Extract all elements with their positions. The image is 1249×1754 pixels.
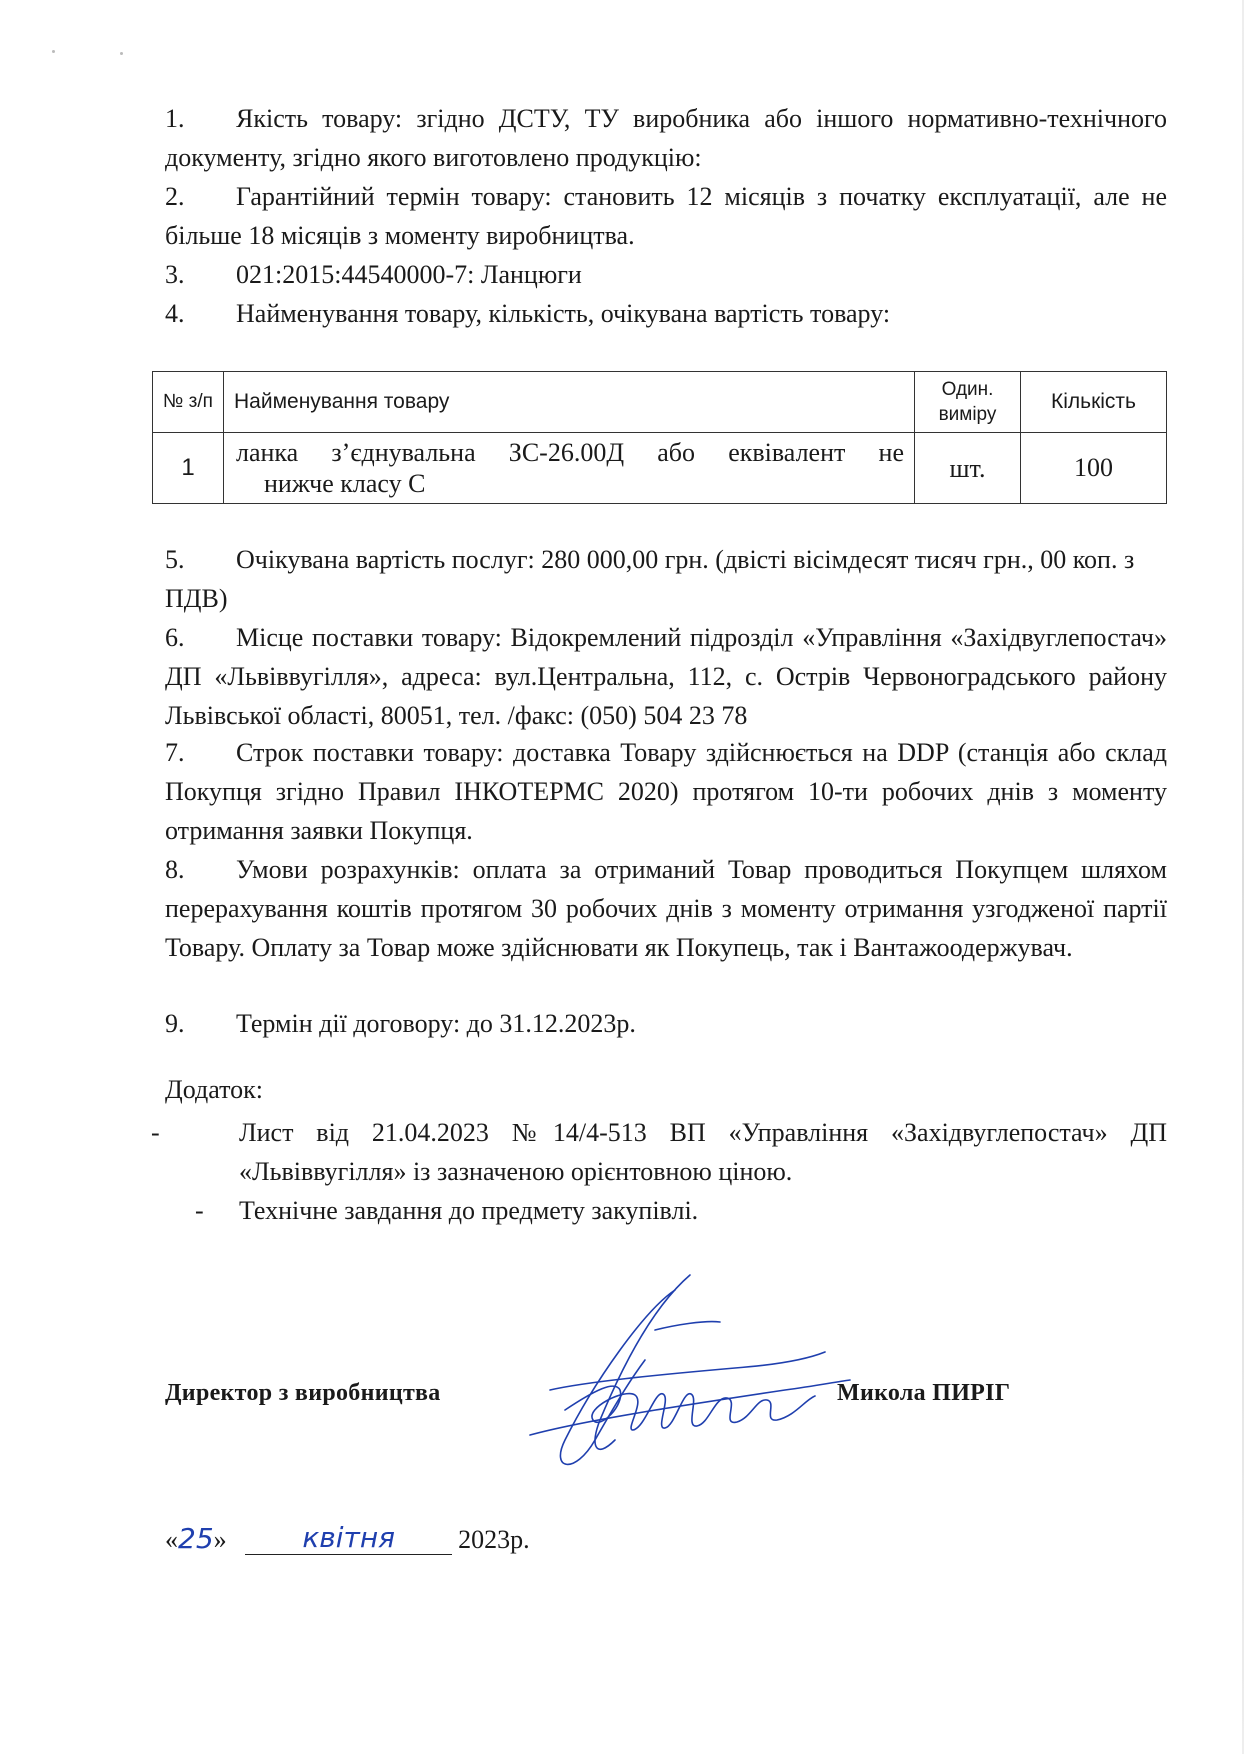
clause-number: 8. (165, 855, 185, 884)
date-month: квітня (302, 1521, 395, 1554)
list-item (151, 1113, 1167, 1191)
clause-7 (165, 733, 1167, 850)
list-item-text: Лист від 21.04.2023 №14/4-513 ВП «Управління «Західвуглепостач» ДП «Львіввугілля» із зазначеною орієнтовною ціною. (239, 1118, 1167, 1186)
header-name: Найменування товару (224, 372, 915, 433)
date-year: 2023р. (458, 1525, 530, 1554)
clause-2 (165, 177, 1167, 255)
row-name (224, 433, 915, 504)
appendix-title: Додаток: (165, 1075, 263, 1104)
clause-1 (165, 99, 1167, 177)
row-quantity: 100 (1021, 433, 1167, 504)
appendix-list (151, 1113, 1167, 1230)
list-item (195, 1191, 1167, 1230)
handwritten-signature (505, 1270, 865, 1485)
clause-number: 7. (165, 738, 185, 767)
signatory-position: Директор з виробництва (165, 1380, 441, 1406)
scan-speck (120, 52, 123, 55)
date-day: 25 (178, 1522, 214, 1555)
signatory-name: Микола ПИРІГ (837, 1380, 1011, 1406)
list-item-text: Технічне завдання до предмету закупівлі. (239, 1196, 699, 1225)
clause-number: 5. (165, 545, 185, 574)
clause-text: Гарантійний термін товару: становить 12 місяців з початку експлуатації, але не більше 18 місяців з моменту виробництва. (165, 182, 1167, 250)
clause-6 (165, 618, 1167, 735)
clause-number: 6. (165, 623, 185, 652)
bullet-dash: - (195, 1196, 204, 1225)
clause-5 (165, 540, 1167, 618)
clause-text: Якість товару: згідно ДСТУ, ТУ виробника або іншого нормативно-технічного документу, згідно якого виготовлено продукцію: (165, 104, 1167, 172)
clause-text: Найменування товару, кількість, очікувана вартість товару: (236, 299, 891, 328)
clause-9 (165, 1004, 1167, 1043)
table-header-row (153, 372, 1167, 433)
scan-speck (52, 50, 55, 53)
clause-4 (165, 294, 1167, 333)
row-unit: шт. (915, 433, 1021, 504)
clause-8 (165, 850, 1167, 967)
date-close-quote: » (213, 1525, 227, 1554)
table-row (153, 433, 1167, 504)
date-month-field (245, 1521, 452, 1555)
clause-number: 2. (165, 182, 185, 211)
row-name-line: ланка з’єднувальна ЗС-26.00Д або еквівалент не (236, 438, 904, 467)
clause-text: 280 000,00 грн. (двісті вісімдесят тисяч грн., 00 коп. з ПДВ) (165, 545, 1135, 613)
clause-text: Термін дії договору: до 31.12.2023р. (236, 1009, 636, 1038)
header-quantity: Кількість (1021, 372, 1167, 433)
row-number: 1 (153, 433, 224, 504)
header-number: № з/п (153, 372, 224, 433)
clause-label: Очікувана вартість послуг: (236, 545, 535, 574)
clause-text: Строк поставки товару: доставка Товару здійснюється на DDP (станція або склад Покупця згідно Правил ІНКОТЕРМС 2020) протягом 10-ти робочих днів з моменту отримання заявки Покупця. (165, 738, 1167, 845)
header-unit: Один. виміру (915, 372, 1021, 433)
clause-3 (165, 255, 1167, 294)
clause-number: 4. (165, 299, 185, 328)
clause-number: 1. (165, 104, 185, 133)
goods-table (152, 371, 1167, 504)
scan-edge (1242, 0, 1244, 1754)
date-open-quote: « (165, 1525, 178, 1554)
bullet-dash: - (151, 1118, 160, 1147)
clause-number: 3. (165, 260, 185, 289)
signature-date (165, 1522, 530, 1556)
row-name-line: нижче класу С (264, 469, 426, 498)
clause-number: 9. (165, 1009, 185, 1038)
clause-text: 021:2015:44540000-7: Ланцюги (236, 260, 582, 289)
clause-text: Умови розрахунків: оплата за отриманий Товар проводиться Покупцем шляхом перерахування коштів протягом 30 робочих днів з моменту отримання узгодженої партії Товару. Оплату за Товар може здійснювати як Покупець, так і Вантажоодержувач. (165, 855, 1167, 962)
clause-text: Місце поставки товару: Відокремлений підрозділ «Управління «Західвуглепостач» ДП «Львіввугілля», адреса: вул.Центральна, 112, с. Острів Червоноградського району Львівської області, 80051, тел. /факс: (050) 504 23 78 (165, 623, 1167, 730)
